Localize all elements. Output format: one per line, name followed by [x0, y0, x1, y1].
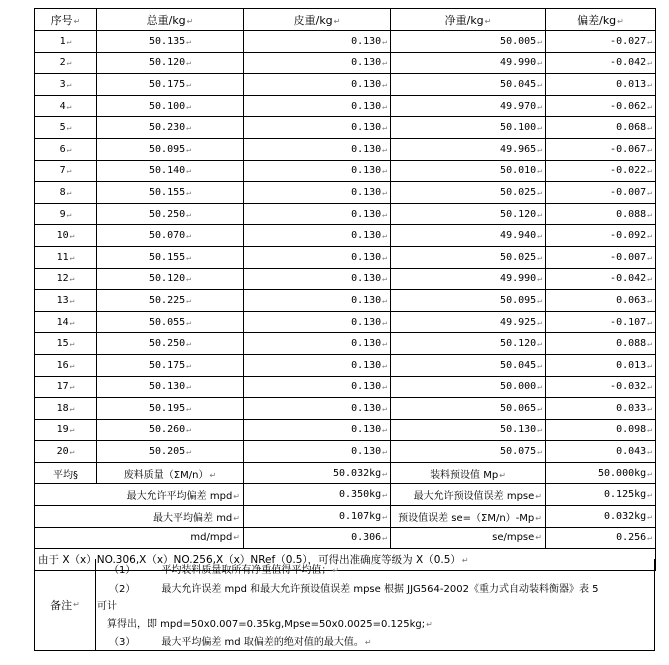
- table-row: [35, 398, 656, 420]
- table-row: [35, 160, 656, 182]
- preset-label: 装料预设值 Mp↵: [391, 462, 546, 484]
- tare-weight: 0.130↵: [244, 225, 391, 247]
- ratio-se-mpse-label: se/mpse↵: [391, 527, 546, 549]
- deviation: 0.063↵: [546, 290, 656, 312]
- tare-weight: 0.130↵: [244, 95, 391, 117]
- tare-weight: 0.130↵: [244, 376, 391, 398]
- table-row: [35, 225, 656, 247]
- summary-row: [35, 527, 656, 549]
- deviation: 0.013↵: [546, 74, 656, 96]
- gross-weight: 50.140↵: [97, 160, 244, 182]
- ratio-se-mpse-value: 0.256↵: [546, 527, 656, 549]
- tare-weight: 0.130↵: [244, 441, 391, 463]
- gross-weight: 50.120↵: [97, 52, 244, 74]
- tare-weight: 0.130↵: [244, 117, 391, 139]
- table-row: [35, 419, 656, 441]
- table-row: [35, 441, 656, 463]
- deviation: -0.107↵: [546, 311, 656, 333]
- net-weight: 50.120↵: [391, 203, 546, 225]
- net-weight: 50.045↵: [391, 354, 546, 376]
- net-weight: 49.990↵: [391, 52, 546, 74]
- row-number: 11↵: [35, 246, 97, 268]
- gross-weight: 50.250↵: [97, 203, 244, 225]
- row-number: 12↵: [35, 268, 97, 290]
- note-2-calculation: 算得出，即 mpd=50x0.007=0.35kg,Mpse=50x0.0025=0.125kg;↵: [107, 619, 433, 630]
- gross-weight: 50.205↵: [97, 441, 244, 463]
- net-weight: 49.970↵: [391, 95, 546, 117]
- se-value: 0.032kg↵: [546, 506, 656, 528]
- net-weight: 50.100↵: [391, 117, 546, 139]
- mpse-value: 0.125kg↵: [546, 484, 656, 506]
- mpd-value: 0.350kg↵: [244, 484, 391, 506]
- header-deviation: 偏差/kg↵: [546, 9, 656, 31]
- gross-weight: 50.175↵: [97, 354, 244, 376]
- tare-weight: 0.130↵: [244, 354, 391, 376]
- row-number: 19↵: [35, 419, 97, 441]
- gross-weight: 50.260↵: [97, 419, 244, 441]
- deviation: -0.007↵: [546, 182, 656, 204]
- gross-weight: 50.100↵: [97, 95, 244, 117]
- deviation: 0.043↵: [546, 441, 656, 463]
- tare-weight: 0.130↵: [244, 311, 391, 333]
- gross-weight: 50.070↵: [97, 225, 244, 247]
- ratio-md-mpd-value: 0.306↵: [244, 527, 391, 549]
- deviation: 0.098↵: [546, 419, 656, 441]
- table-row: [35, 203, 656, 225]
- deviation: -0.032↵: [546, 376, 656, 398]
- net-weight: 50.120↵: [391, 333, 546, 355]
- tare-weight: 0.130↵: [244, 333, 391, 355]
- deviation: 0.088↵: [546, 333, 656, 355]
- notes-section: [34, 559, 655, 651]
- mpd-label: 最大允许平均偏差 mpd↵: [35, 484, 244, 506]
- row-number: 16↵: [35, 354, 97, 376]
- table-row: [35, 268, 656, 290]
- net-weight: 49.925↵: [391, 311, 546, 333]
- header-gross: 总重/kg↵: [97, 9, 244, 31]
- deviation: -0.062↵: [546, 95, 656, 117]
- table-row: [35, 246, 656, 268]
- preset-value: 50.000kg↵: [546, 462, 656, 484]
- tare-weight: 0.130↵: [244, 182, 391, 204]
- tare-weight: 0.130↵: [244, 74, 391, 96]
- table-header-row: [35, 9, 656, 31]
- row-number: 13↵: [35, 290, 97, 312]
- note-2-continuation: 可计: [97, 601, 117, 612]
- net-weight: 49.940↵: [391, 225, 546, 247]
- gross-weight: 50.225↵: [97, 290, 244, 312]
- net-weight: 50.065↵: [391, 398, 546, 420]
- row-number: 14↵: [35, 311, 97, 333]
- avg-mass-label: 废料质量（ΣM/n）↵: [97, 462, 244, 484]
- gross-weight: 50.055↵: [97, 311, 244, 333]
- deviation: -0.027↵: [546, 31, 656, 53]
- net-weight: 50.095↵: [391, 290, 546, 312]
- header-net: 净重/kg↵: [391, 9, 546, 31]
- row-number: 3↵: [35, 74, 97, 96]
- table-row: [35, 95, 656, 117]
- net-weight: 50.010↵: [391, 160, 546, 182]
- row-number: 5↵: [35, 117, 97, 139]
- row-number: 7↵: [35, 160, 97, 182]
- header-tare: 皮重/kg↵: [244, 9, 391, 31]
- gross-weight: 50.135↵: [97, 31, 244, 53]
- tare-weight: 0.130↵: [244, 52, 391, 74]
- note-2: （2） 最大允许误差 mpd 和最大允许预设值误差 mpse 根据 JJG564-2002《重力式自动装料衡器》表 5: [109, 584, 599, 595]
- row-number: 15↵: [35, 333, 97, 355]
- avg-label: 平均§: [35, 462, 97, 484]
- ratio-md-mpd-label: md/mpd↵: [35, 527, 244, 549]
- table-row: [35, 290, 656, 312]
- weighing-data-table: [34, 8, 656, 571]
- net-weight: 49.990↵: [391, 268, 546, 290]
- gross-weight: 50.195↵: [97, 398, 244, 420]
- gross-weight: 50.155↵: [97, 246, 244, 268]
- net-weight: 50.075↵: [391, 441, 546, 463]
- note-3: （3） 最大平均偏差 md 取偏差的绝对值的最大值。↵: [109, 637, 372, 648]
- table-row: [35, 354, 656, 376]
- table-row: [35, 117, 656, 139]
- deviation: 0.068↵: [546, 117, 656, 139]
- mpse-label: 最大允许预设值误差 mpse↵: [391, 484, 546, 506]
- gross-weight: 50.120↵: [97, 268, 244, 290]
- row-number: 8↵: [35, 182, 97, 204]
- gross-weight: 50.130↵: [97, 376, 244, 398]
- table-row: [35, 74, 656, 96]
- table-row: [35, 311, 656, 333]
- row-number: 17↵: [35, 376, 97, 398]
- deviation: -0.067↵: [546, 138, 656, 160]
- table-row: [35, 182, 656, 204]
- row-number: 2↵: [35, 52, 97, 74]
- md-value: 0.107kg↵: [244, 506, 391, 528]
- deviation: 0.013↵: [546, 354, 656, 376]
- row-number: 20↵: [35, 441, 97, 463]
- deviation: 0.033↵: [546, 398, 656, 420]
- row-number: 18↵: [35, 398, 97, 420]
- net-weight: 50.130↵: [391, 419, 546, 441]
- se-label: 预设值误差 se=（ΣM/n）-Mp↵: [391, 506, 546, 528]
- gross-weight: 50.230↵: [97, 117, 244, 139]
- net-weight: 50.045↵: [391, 74, 546, 96]
- row-number: 6↵: [35, 138, 97, 160]
- row-number: 4↵: [35, 95, 97, 117]
- tare-weight: 0.130↵: [244, 31, 391, 53]
- header-no: 序号↵: [35, 9, 97, 31]
- summary-row: [35, 462, 656, 484]
- tare-weight: 0.130↵: [244, 160, 391, 182]
- row-number: 9↵: [35, 203, 97, 225]
- net-weight: 50.005↵: [391, 31, 546, 53]
- gross-weight: 50.250↵: [97, 333, 244, 355]
- gross-weight: 50.155↵: [97, 182, 244, 204]
- net-weight: 50.025↵: [391, 182, 546, 204]
- table-row: [35, 52, 656, 74]
- summary-row: [35, 506, 656, 528]
- deviation: -0.042↵: [546, 268, 656, 290]
- row-number: 1↵: [35, 31, 97, 53]
- table-row: [35, 333, 656, 355]
- table-row: [35, 376, 656, 398]
- net-weight: 49.965↵: [391, 138, 546, 160]
- note-1: （1） 平均装料质量取所有净重值得平均值；↵: [109, 565, 340, 576]
- deviation: -0.007↵: [546, 246, 656, 268]
- tare-weight: 0.130↵: [244, 268, 391, 290]
- gross-weight: 50.095↵: [97, 138, 244, 160]
- deviation: -0.092↵: [546, 225, 656, 247]
- deviation: -0.042↵: [546, 52, 656, 74]
- md-label: 最大平均偏差 md↵: [35, 506, 244, 528]
- table-row: [35, 31, 656, 53]
- tare-weight: 0.130↵: [244, 290, 391, 312]
- row-number: 10↵: [35, 225, 97, 247]
- avg-mass-value: 50.032kg↵: [244, 462, 391, 484]
- net-weight: 50.000↵: [391, 376, 546, 398]
- tare-weight: 0.130↵: [244, 203, 391, 225]
- deviation: -0.022↵: [546, 160, 656, 182]
- summary-row: [35, 484, 656, 506]
- conclusion: 由于 X（x）NO.306,X（x）NO.256,X（x）NRef（0.5），可得出准确度等级为 X（0.5）↵: [35, 549, 656, 571]
- notes-label: 备注 ↵: [35, 559, 96, 650]
- gross-weight: 50.175↵: [97, 74, 244, 96]
- tare-weight: 0.130↵: [244, 138, 391, 160]
- tare-weight: 0.130↵: [244, 419, 391, 441]
- net-weight: 50.025↵: [391, 246, 546, 268]
- tare-weight: 0.130↵: [244, 246, 391, 268]
- tare-weight: 0.130↵: [244, 398, 391, 420]
- deviation: 0.088↵: [546, 203, 656, 225]
- table-row: [35, 138, 656, 160]
